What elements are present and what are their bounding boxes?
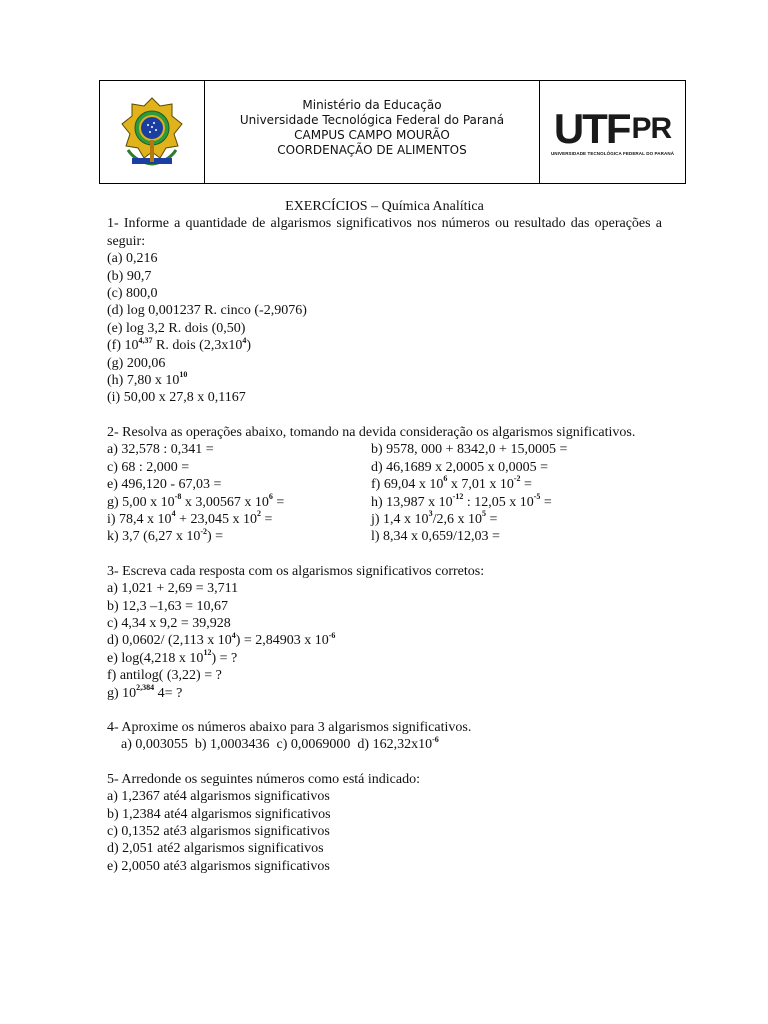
university-line: Universidade Tecnológica Federal do Paraná — [239, 113, 505, 127]
question-3-statement: 3- Escreva cada resposta com os algarismos significativos corretos: — [107, 563, 485, 579]
q2-item-l: l) 8,34 x 0,659/12,03 = — [371, 529, 500, 545]
q3-item-a: a) 1,021 + 2,69 = 3,711 — [107, 581, 239, 597]
q5-item-d: d) 2,051 até2 algarismos significativos — [107, 841, 324, 857]
q5-item-e: e) 2,0050 até3 algarismos significativos — [107, 858, 330, 874]
utfpr-logo-text: UTF PR — [553, 104, 672, 152]
question-5-statement: 5- Arredonde os seguintes números como está indicado: — [107, 771, 420, 787]
q1-item-c: (c) 800,0 — [107, 286, 158, 302]
q2-item-f: f) 69,04 x $10^6$ x 7,01 x $10^{-2}$ = — [371, 474, 532, 493]
q1-item-g: (g) 200,06 — [107, 355, 166, 371]
q1-item-h: (h) 7,80 x $10^{10}$ — [107, 370, 188, 389]
brazil-coat-of-arms-icon — [116, 94, 188, 170]
q1-item-a: (a) 0,216 — [107, 251, 158, 267]
q2-row-3 — [107, 476, 662, 493]
page-title: EXERCÍCIOS – Química Analítica — [285, 199, 484, 214]
q3-item-d: d) 0,0602/ (2,113 x $10^4) = 2,84903$ x $10^{-6}$ — [107, 630, 336, 649]
q2-row-1 — [107, 441, 662, 458]
question-4-statement: 4- Aproxime os números abaixo para 3 algarismos significativos. — [107, 719, 472, 735]
utfpr-logo-subtitle: UNIVERSIDADE TECNOLÓGICA FEDERAL DO PARANÁ — [550, 150, 675, 156]
question-2-statement: 2- Resolva as operações abaixo, tomando na devida consideração os algarismos significativos. — [107, 424, 636, 440]
q2-item-d: d) 46,1689 x 2,0005 x 0,0005 = — [371, 459, 549, 475]
q2-row-5 — [107, 511, 662, 528]
q1-item-f: (f) 10$^{4,37}$ R. dois $(2,3x10^4)$ — [107, 335, 252, 354]
q3-item-e: e) log(4,218 x $10^{12}$) = ? — [107, 648, 238, 666]
q1-item-e: (e) log 3,2 R. dois (0,50) — [107, 320, 246, 336]
q1-item-d: (d) log 0,001237 R. cinco (-2,9076) — [107, 303, 307, 319]
q2-item-k: k) 3,7 (6,27 x $10^{-2}$) = — [107, 526, 224, 545]
q2-item-a: a) 32,578 : 0,341 = — [107, 442, 214, 458]
q4-items: a) 0,003055 b) 1,0003436 c) 0,0069000 d) $162,32x10^{-6}$ — [121, 734, 439, 753]
q2-item-c: c) 68 : 2,000 = — [107, 459, 190, 475]
institution-block — [205, 81, 540, 183]
q1-item-i: (i) 50,00 x 27,8 x 0,1167 — [107, 390, 246, 406]
department-line: COORDENAÇÃO DE ALIMENTOS — [277, 143, 467, 157]
utfpr-logo — [540, 81, 685, 183]
q2-row-4 — [107, 491, 662, 511]
q5-item-a: a) 1,2367 até4 algarismos significativos — [107, 789, 330, 805]
coat-of-arms-cell — [100, 81, 205, 183]
campus-line: CAMPUS CAMPO MOURÃO — [294, 128, 450, 142]
q2-item-g: g) 5,00 x $10^{-8}$ x 3,00567 x $10^6$ = — [107, 491, 285, 510]
q5-item-c: c) 0,1352 até3 algarismos significativos — [107, 824, 330, 839]
question-1-statement: 1- Informe a quantidade de algarismos significativos nos números ou resultado das operações a seguir: — [107, 216, 662, 249]
q3-item-c: c) 4,34 x 9,2 = 39,928 — [107, 615, 231, 631]
q2-item-e: e) 496,120 - 67,03 = — [107, 477, 222, 493]
q3-item-g: g) 10$^{2,384}$ 4= ? — [107, 682, 183, 701]
q1-item-b: (b) 90,7 — [107, 268, 152, 284]
q2-item-h: h) 13,987 x $10^{-12}$ : 12,05 x $10^{-5}$ = — [371, 491, 552, 510]
q2-row-2 — [107, 459, 662, 476]
q2-item-j: j) 1,4 x $10^3/2,6$ x $10^5$ = — [371, 509, 498, 527]
q3-item-b: b) 12,3 –1,63 = 10,67 — [107, 598, 229, 614]
q5-item-b: b) 1,2384 até4 algarismos significativos — [107, 806, 331, 822]
q2-item-i: i) 78,4 x $10^4 + 23,045$ x $10^2$ = — [107, 509, 273, 527]
exercise-sheet — [107, 198, 662, 875]
ministry-line: Ministério da Educação — [302, 98, 442, 112]
q2-row-6 — [107, 528, 662, 545]
document-header — [99, 80, 686, 184]
q3-item-f: f) antilog( (3,22) = ? — [107, 668, 222, 684]
q2-item-b: b) 9578, 000 + 8342,0 + 15,0005 = — [371, 442, 568, 458]
